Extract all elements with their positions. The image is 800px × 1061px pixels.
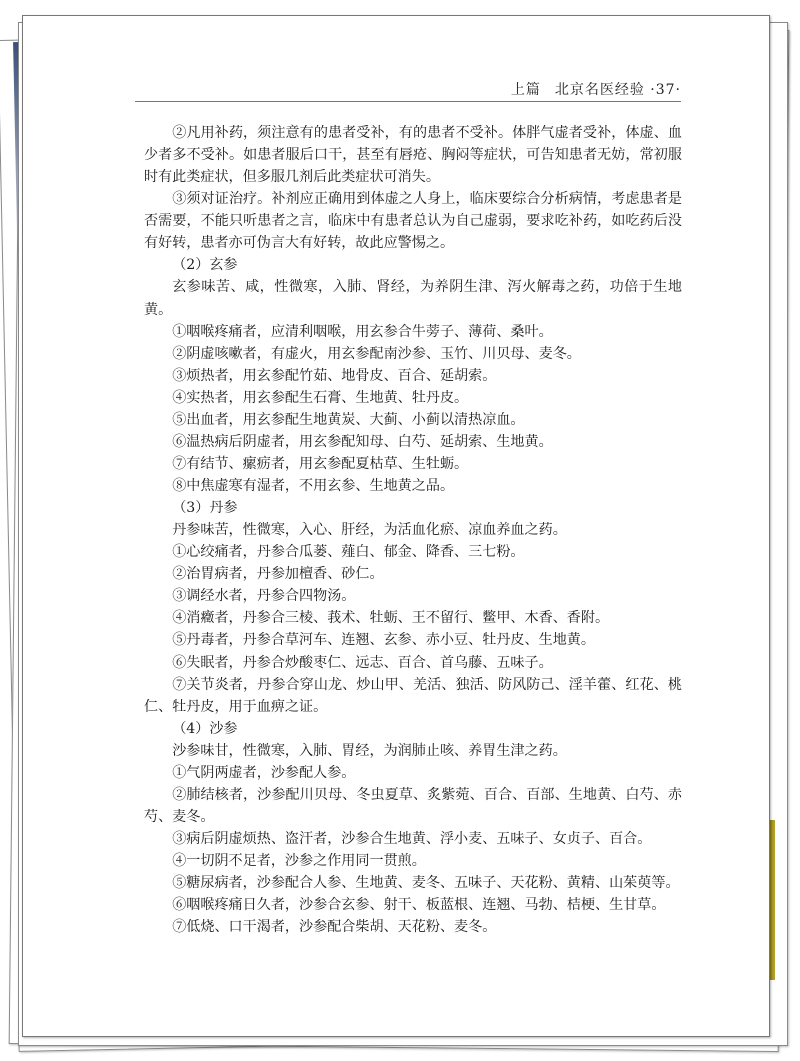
- paragraph: ⑤糖尿病者，沙参配合人参、生地黄、麦冬、五味子、天花粉、黄精、山茱萸等。: [172, 875, 680, 892]
- paragraph: ③病后阴虚烦热、盗汗者，沙参合生地黄、浮小麦、五味子、女贞子、百合。: [172, 831, 652, 847]
- paragraph: ④实热者，用玄参配生石膏、生地黄、牡丹皮。: [172, 389, 469, 406]
- paragraph: ①心绞痛者，丹参合瓜蒌、薤白、郁金、降香、三七粉。: [172, 544, 525, 561]
- page-number: ·37·: [650, 82, 681, 98]
- paragraph: ⑧中焦虚寒有湿者，不用玄参、生地黄之品。: [172, 478, 455, 494]
- running-header: [511, 79, 681, 99]
- paragraph: ⑥咽喉疼痛日久者，沙参合玄参、射干、板蓝根、连翘、马勃、桔梗、生甘草。: [172, 897, 666, 914]
- paragraph: ③烦热者，用玄参配竹茹、地骨皮、百合、延胡索。: [172, 367, 497, 384]
- paragraph: 丹参味苦，性微寒，入心、肝经，为活血化瘀、凉血养血之药。: [172, 522, 567, 539]
- paragraph: ①咽喉疼痛者，应清利咽喉，用玄参合牛蒡子、薄荷、桑叶。: [172, 323, 553, 340]
- paragraph: ③调经水者，丹参合四物汤。: [172, 588, 356, 605]
- header-rule: [135, 101, 681, 102]
- paragraph: ⑦有结节、瘰疬者，用玄参配夏枯草、生牡蛎。: [172, 455, 469, 472]
- paragraph: ⑦低烧、口干渴者，沙参配合柴胡、天花粉、麦冬。: [172, 919, 497, 936]
- section-heading: （4）沙参: [172, 720, 238, 737]
- section-heading: （3）丹参: [172, 500, 238, 517]
- paragraph: ②肺结核者，沙参配川贝母、冬虫夏草、炙紫菀、百合、百部、生地黄、白芍、赤芍、麦冬。: [144, 786, 682, 825]
- paragraph: ⑥失眠者，丹参合炒酸枣仁、远志、百合、首乌藤、五味子。: [172, 654, 553, 671]
- paragraph: 玄参味苦、咸，性微寒，入肺、肾经，为养阴生津、泻火解毒之药，功倍于生地黄。: [144, 279, 682, 318]
- header-title: 北京名医经验: [554, 82, 645, 98]
- book-page: [22, 15, 770, 1037]
- paragraph: ⑥温热病后阴虚者，用玄参配知母、白芍、延胡索、生地黄。: [172, 433, 553, 450]
- paragraph: ③须对证治疗。补剂应正确用到体虚之人身上，临床要综合分析病情，考虑患者是否需要，不能只听患者之言，临床中有患者总认为自己虚弱，要求吃补药，如吃药后没有好转，患者亦可伪言大有好转，故此应警惕之。: [144, 191, 682, 252]
- paragraph: ②治胃病者，丹参加檀香、砂仁。: [172, 566, 384, 583]
- paragraph: ⑦关节炎者，丹参合穿山龙、炒山甲、羌活、独活、防风防己、淫羊藿、红花、桃仁、牡丹皮，用于血痹之证。: [144, 676, 682, 715]
- paragraph: ⑤出血者，用玄参配生地黄炭、大蓟、小蓟以清热凉血。: [172, 411, 525, 428]
- paragraph: ④消癥者，丹参合三棱、莪术、牡蛎、王不留行、鳖甲、木香、香附。: [172, 610, 610, 627]
- header-section: 上篇: [510, 82, 541, 98]
- page-body: [144, 122, 682, 938]
- section-heading: （2）玄参: [172, 257, 238, 274]
- paragraph: ②凡用补药，须注意有的患者受补，有的患者不受补。体胖气虚者受补，体虚、血少者多不受补。如患者服后口干，甚至有唇疮、胸闷等症状，可告知患者无妨，常初服时有此类症状，但多服几剂后此类症状可消失。: [144, 125, 682, 186]
- paragraph: ④一切阴不足者，沙参之作用同一贯煎。: [172, 853, 426, 870]
- paragraph: 沙参味甘，性微寒，入肺、胃经，为润肺止咳、养胃生津之药。: [172, 742, 567, 759]
- paragraph: ⑤丹毒者，丹参合草河车、连翘、玄参、赤小豆、牡丹皮、生地黄。: [172, 632, 595, 649]
- paragraph: ①气阴两虚者，沙参配人参。: [172, 764, 356, 781]
- paragraph: ②阴虚咳嗽者，有虚火，用玄参配南沙参、玉竹、川贝母、麦冬。: [172, 345, 581, 362]
